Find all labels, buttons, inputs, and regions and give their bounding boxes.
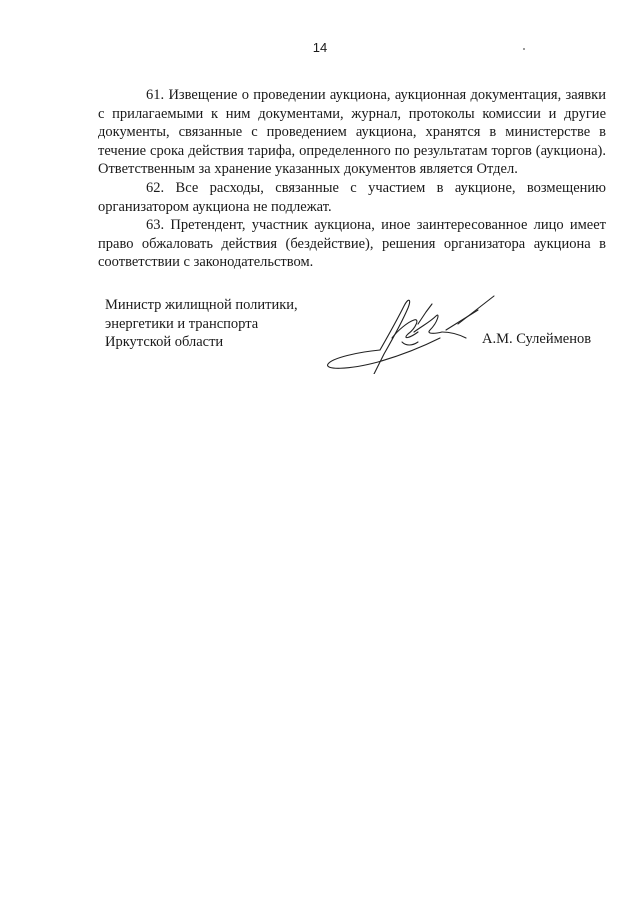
signatory-title-line: Министр жилищной политики, bbox=[105, 297, 298, 313]
signatory-title-line: Иркутской области bbox=[105, 334, 224, 351]
document-body bbox=[98, 86, 606, 272]
signatory-title-line: энергетики и транспорта bbox=[105, 315, 259, 332]
paragraph-61: 61. Извещение о проведении аукциона, аукционная документация, заявки с прилагаемыми к ним документами, журнал, протоколы комиссии и другие документы, связанные с проведением аукциона, хранятся в министерстве в течение срока действия тарифа, определенного по результатам торгов (аукциона). Ответственным за хранение указанных документов является Отдел. bbox=[98, 87, 606, 178]
page-number: 14 bbox=[312, 40, 328, 55]
handwritten-signature-icon bbox=[318, 292, 503, 374]
signer-name: А.М. Сулейменов bbox=[482, 331, 592, 347]
signatory-title bbox=[105, 296, 335, 352]
paragraph-63: 63. Претендент, участник аукциона, иное заинтересованное лицо имеет право обжаловать действия (бездействие), решения организатора аукциона в соответствии с законодательством. bbox=[98, 217, 606, 271]
scan-speck bbox=[523, 48, 525, 50]
paragraph-62: 62. Все расходы, связанные с участием в аукционе, возмещению организатором аукциона не подлежат. bbox=[98, 179, 606, 215]
